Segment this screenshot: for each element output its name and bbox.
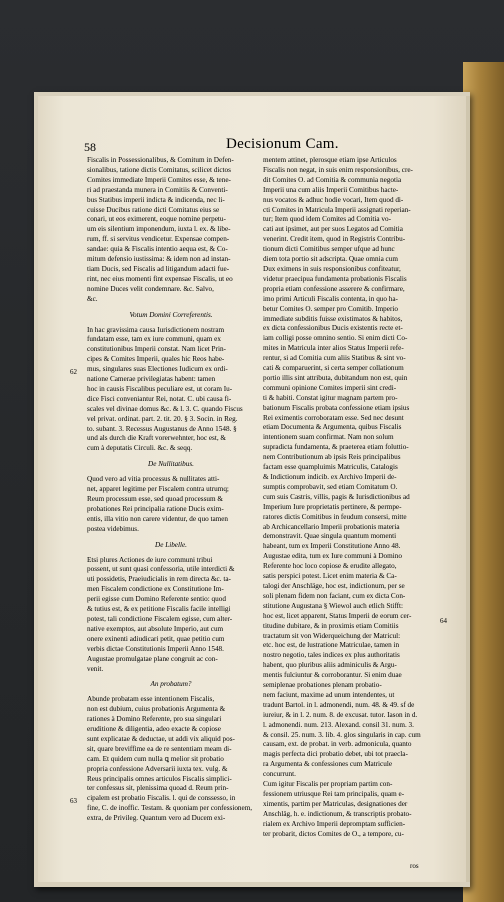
text-line: propria confessione Adversarii iuxta tex. vulg. & <box>87 764 228 773</box>
text-line: tradunt Bartol. in l. admonendi, num. 48. & 49. sf de <box>263 700 415 709</box>
text-line: iam colligi posse omnino sentio. Si enim dicti Co- <box>263 334 408 343</box>
text-line: nem faciunt, maxime ad unum intendentes, ut <box>263 690 395 699</box>
text-line: Abunde probatam esse intentionem Fiscalis, <box>87 695 215 704</box>
text-line: Referente hoc loco copiose & erudite allegato, <box>263 562 397 571</box>
right-column <box>263 156 435 840</box>
text-line: fine, C. de inoffic. Testam. & quoniam per confessionem, <box>87 804 253 813</box>
text-line: nus vocatos & adhuc hodie vocari, Item quod di- <box>263 195 404 204</box>
text-line: Augustae promulgatae plane congruit ac con- <box>87 654 218 663</box>
text-line: nem Contributionum ab ipsis Reis principalibus <box>263 453 401 462</box>
text-line: cati aut ipsimet, aut per suos Legatos ad Comitia <box>263 225 403 234</box>
text-line: ximentis, partim per Matriculas, designationes der <box>263 799 408 808</box>
text-line: ri ad praestanda munera in Comitiis & Conventi- <box>87 185 228 194</box>
text-line: propria etiam confessione asserere & confirmare, <box>263 284 405 293</box>
text-line: satis perspici potest. Licet enim materia & Ca- <box>263 572 397 581</box>
text-line: cum à deputatis Circuli. &c. & seqq. <box>87 444 193 453</box>
text-line: Augustae edita, tum ex Iure communi à Domino <box>263 552 402 561</box>
text-line: Fiscalis in Possessionalibus, & Comitum in Defen- <box>87 156 234 164</box>
text-line: conari, ut eos eximerent, eoque nomine perpetu- <box>87 215 226 224</box>
text-line: tiam Ducis, sed Fiscalis ad litigandum adacti fue- <box>87 264 230 273</box>
text-line: bationum Fiscalis probata confessione etiam ipsius <box>263 403 410 412</box>
text-line: cti Comites in Matricula Imperii assignati reperian- <box>263 205 411 214</box>
text-line: probationes Rei principalia ratione Ducis exim- <box>87 504 224 513</box>
text-line: nomine Duces velit condemnare. &c. Salvo, <box>87 284 214 293</box>
text-line: potest, tali condictione Fiscalem egisse, cum alter- <box>87 614 233 623</box>
text-line: extra, de Privileg. Quantum vero ad Ducem exi- <box>87 814 226 823</box>
text-line: & Indictionum indicib. ex Archivo Imperii de- <box>263 473 397 481</box>
text-line: cuisse Ducibus ratione dicti Comitatus eius se <box>87 205 220 214</box>
text-line: magis perfecta dici probatio debet, ubi tot praecla- <box>263 750 408 759</box>
text-line: communi opinione Comites imperii sint credi- <box>263 383 397 392</box>
text-line: bus Statibus imperii indicta & indicenda, nec li- <box>87 195 225 204</box>
text-line: verbis dictae Constitutionis Imperii Anno 1548. <box>87 644 224 653</box>
text-line: eruditione & diligentia, adeo exacte & copiose <box>87 725 221 734</box>
text-line: rialem ex Archivo Imperii depromptam sufficien- <box>263 819 406 828</box>
text-line: tionum dicti Comitibus semper ufque ad hunc <box>263 245 395 254</box>
text-line: cum suis Castris, villis, pagis & Iurisdictionibus ad <box>263 492 410 501</box>
paragraph-iurisdictio <box>87 326 255 455</box>
text-line: men Fiscalem condictione ex Constitutione Im- <box>87 585 224 594</box>
text-line: ratores dictis Comitibus in feudum consersi, mitte <box>263 512 407 521</box>
text-line: entis, illa vitio non carere videntur, de quo tamen <box>87 514 229 523</box>
heading-libelle: De Libelle. <box>155 540 187 549</box>
text-line: Fiscalis non negat, in suis enim responsionibus, cre- <box>263 165 413 174</box>
text-line: native exemptos, aut absolute Imperio, aut cum <box>87 624 224 633</box>
text-line: diem tota portio sit adscripta. Quae omnia cum <box>263 255 398 264</box>
paragraph-actiones <box>87 556 255 675</box>
text-line: habent, quo pluribus aliis adminiculis & Argu- <box>263 661 397 670</box>
text-line: dice Fisci conveniantur Rei, notat. C. ubi causa fi- <box>87 394 232 403</box>
text-line: ti & habiti. Constat igitur magnam partem pro- <box>263 393 398 402</box>
text-line: Anschläg, h. e. indictionum, & transcriptis probato- <box>263 809 412 818</box>
margin-note-64: 64 <box>440 617 447 625</box>
margin-note-63: 63 <box>70 797 77 805</box>
text-line: cipalem est probatio Fiscalis. l. qui de conssesso, in <box>87 794 236 803</box>
text-line: mitum defensio iustissima: & idem non ad instan- <box>87 255 231 264</box>
text-line: & tutius est, & ex petitione Fiscalis facile intelligi <box>87 605 231 614</box>
text-line: Quod vero ad vitia processus & nullitates atti- <box>87 475 220 484</box>
text-line: l. admonendi. num. 213. Alexand. consil 31. num. 3. <box>263 720 414 729</box>
text-line: semiplenae probationes plenam probatio- <box>263 681 382 690</box>
page-fore-edge <box>466 96 470 882</box>
text-line: videtur praecipua fundamenta probationis Fiscalis <box>263 274 407 283</box>
text-line: non est dubium, cuius probationis Argumenta & <box>87 705 226 714</box>
text-line: concurrunt. <box>263 770 296 779</box>
paragraph-right-text <box>263 156 435 840</box>
text-line: uti possidetis, Praeiudicialis in rem directa &c. ta- <box>87 575 231 584</box>
text-line: habeant, tum ex Imperii Constitutione Anno 48. <box>263 542 401 551</box>
text-line: hoc est, licet apparent, Status Imperii de eorum cer- <box>263 611 412 620</box>
text-line: onere exinenti adiudicari petit, quae petitio cum <box>87 634 225 643</box>
text-line: ter probarit, dictos Comites de O., a tempore, cu- <box>263 829 404 838</box>
text-line: talogi der Anschläge, hoc est, indictionum, per se <box>263 581 405 590</box>
text-line: soli plenam fidem non faciant, cum ex dicta Con- <box>263 591 406 600</box>
paragraph-fiscalis <box>87 156 255 305</box>
text-line: In hac gravissima causa Iurisdictionem nostram <box>87 325 225 334</box>
text-line: &c. <box>87 294 98 303</box>
text-line: ter confessus sit, plenissima quoad d. Reum prin- <box>87 784 229 793</box>
text-line: intentionem suam confirmat. Nam non solum <box>263 433 394 442</box>
text-line: fessionem utriusque Rei tam principalis, quam e- <box>263 790 405 798</box>
text-line: rentur, si ad Comitia cum aliis Statibus & sint vo- <box>263 354 406 363</box>
margin-note-62: 62 <box>70 368 77 376</box>
text-line: venerint. Credit item, quod in Registris Contribu- <box>263 235 406 244</box>
text-line: tractatum sit von Widerqueichung der Matricul: <box>263 631 401 640</box>
text-line: ra Argumenta & confessiones cum Matricule <box>263 760 393 769</box>
text-line: betur Comites O. semper pro Comitib. Imperio <box>263 304 398 313</box>
text-line: Comites immediate Imperii Comites esse, & tene- <box>87 175 231 184</box>
text-line: perii egisse cum Domino Referente sentio: quod <box>87 595 226 604</box>
text-line: sunt explicatae & deductae, ut addi vix aliquid pos- <box>87 734 235 743</box>
text-line: cati & comparuerint, si certa semper collationum <box>263 364 404 373</box>
text-line: nostro negotio, tales indices ex plus authoritatis <box>263 651 400 660</box>
heading-an-probatum: An probatum? <box>150 680 192 689</box>
text-line: vel privat. ordinat. part. 2. tit. 20. § 3. Socin. in Reg. <box>87 414 238 423</box>
text-line: sit, quare breviffime ea de re sententiam meam di- <box>87 744 232 753</box>
text-line: Imperii una cum aliis Imperii Comitibus hacte- <box>263 185 399 194</box>
text-line: titudine dubitare, & in proximis etiam Comitiis <box>263 621 399 630</box>
text-line: cipes & Comites Imperii, quales hic Reos habe- <box>87 355 225 364</box>
text-line: sionalibus, tatione dictis Comitatus, scilicet dictos <box>87 165 231 174</box>
text-line: demonstravit. Quae singula quantum momenti <box>263 532 397 541</box>
heading-votum: Votum Domini Correferentis. <box>129 310 213 319</box>
text-line: und als durch die Kraft vorerwehnter, hoc est, & <box>87 434 227 443</box>
left-column <box>87 156 255 824</box>
text-line: scales vel divinae domus &c. & l. 3. C. quando Fiscus <box>87 404 243 413</box>
text-line: tur; Item quod idem Comites ad Comitia vo- <box>263 215 391 224</box>
text-line: portio illis sint attributa, dubitandum non est, quin <box>263 373 408 382</box>
text-line: mentis fulciuntur & corroborantur. Si enim duae <box>263 671 402 680</box>
text-line: mentem attinet, plerosque etiam ipse Articulos <box>263 156 397 164</box>
text-line: dit Comites O. ad Comitia & communia negotia <box>263 175 402 184</box>
paragraph-probatio <box>87 695 255 824</box>
text-line: Imperium Iure proprietatis pertinere, & permpe- <box>263 502 402 511</box>
text-line: sumptis comprobavit, sed etiam Comitatum O. <box>263 482 398 491</box>
text-line: etc. hoc est, de lustratione Matriculae, tamen in <box>263 641 400 650</box>
text-line: venit. <box>87 664 104 673</box>
text-line: mus, singulares suas Electiones Iudicum ex ordi- <box>87 365 228 374</box>
text-line: immediate subditis fuisse existimatos & habitos, <box>263 314 403 323</box>
text-line: supradicta fundamenta, & praeterea etiam foluttio- <box>263 443 409 452</box>
text-line: causam, ext. de probat. in verb. admonicula, quanto <box>263 740 412 749</box>
text-line: ex dicta confessionibus Ducis existentis recte et- <box>263 324 403 333</box>
text-line: Rei eximentis corroboratam esse. Sed nec desunt <box>263 413 404 422</box>
page-number: 58 <box>84 140 96 154</box>
text-line: rint, nec eius momenti fint expensae Fiscalis, ut eo <box>87 274 233 283</box>
text-line: fundatam esse, tam ex iure communi, quam ex <box>87 335 221 344</box>
heading-nullitatibus: De Nullitatibus. <box>148 460 194 469</box>
text-line: Cum igitur Fiscalis per propriam partim con- <box>263 780 393 789</box>
text-line: imo primi Articuli Fiscalis contenta, in quo ha- <box>263 294 398 303</box>
text-line: rum, ff. si servitus vendicetur. Expensae compen- <box>87 235 230 244</box>
text-line: cam. Et quidem cum nulla ꝗ melior sit probatio <box>87 754 224 763</box>
paragraph-nullitates <box>87 475 255 534</box>
text-line: natione Camerae privilegiatas habent: tamen <box>87 375 216 384</box>
text-line: ab Archicancellario Imperii probationis materia <box>263 522 400 531</box>
text-line: Dux eximens in suis responsionibus confiteatur, <box>263 264 401 273</box>
text-line: factam esse quampluimis Matriculis, Catalogis <box>263 463 398 472</box>
text-line: iureiur, & in l. 2. num. 8. de excusat. tutor. Iason in d. <box>263 710 418 719</box>
text-line: to. subant. 3. Recessus Augustanus de Anno 1548. § <box>87 424 237 433</box>
running-head: Decisionum Cam. <box>226 136 339 152</box>
text-line: etiam Documenta & Argumenta, quibus Fiscalis <box>263 423 402 432</box>
text-line: mites in Matricula inter alios Status Imperii refe- <box>263 344 404 353</box>
catchword: ros <box>410 862 419 870</box>
text-line: Reus principalis omnes articulos Fiscalis simplici- <box>87 774 232 783</box>
text-line: & consil. 25. num. 3. lib. 4. glos singularis in cap. cum <box>263 730 421 739</box>
text-line: hoc in causis Fiscalibus peculiare est, ut coram Iu- <box>87 384 233 393</box>
text-line: um eis silentium imponendum, iuxta l. ex. & libe- <box>87 225 231 234</box>
text-line: Reum processum esse, sed quoad processum & <box>87 495 223 503</box>
text-line: Etsi plures Actiones de iure communi tribui <box>87 555 213 564</box>
text-line: sandae: quia & Fiscalis intentio aequa est, & Co- <box>87 245 228 254</box>
text-line: constitutionibus Imperii constat. Nam licet Prin- <box>87 345 226 354</box>
text-line: stitutione Augustana § Wiewol auch etlich Stifft: <box>263 601 403 610</box>
text-line: rationes à Domino Referente, pro sua singulari <box>87 715 222 724</box>
text-line: net, apparet legitime per Fiscalem contra utrumq; <box>87 485 229 494</box>
text-line: possent, ut sunt quasi confessoria, utile interdicti & <box>87 565 235 574</box>
text-line: postea videbimus. <box>87 524 139 533</box>
